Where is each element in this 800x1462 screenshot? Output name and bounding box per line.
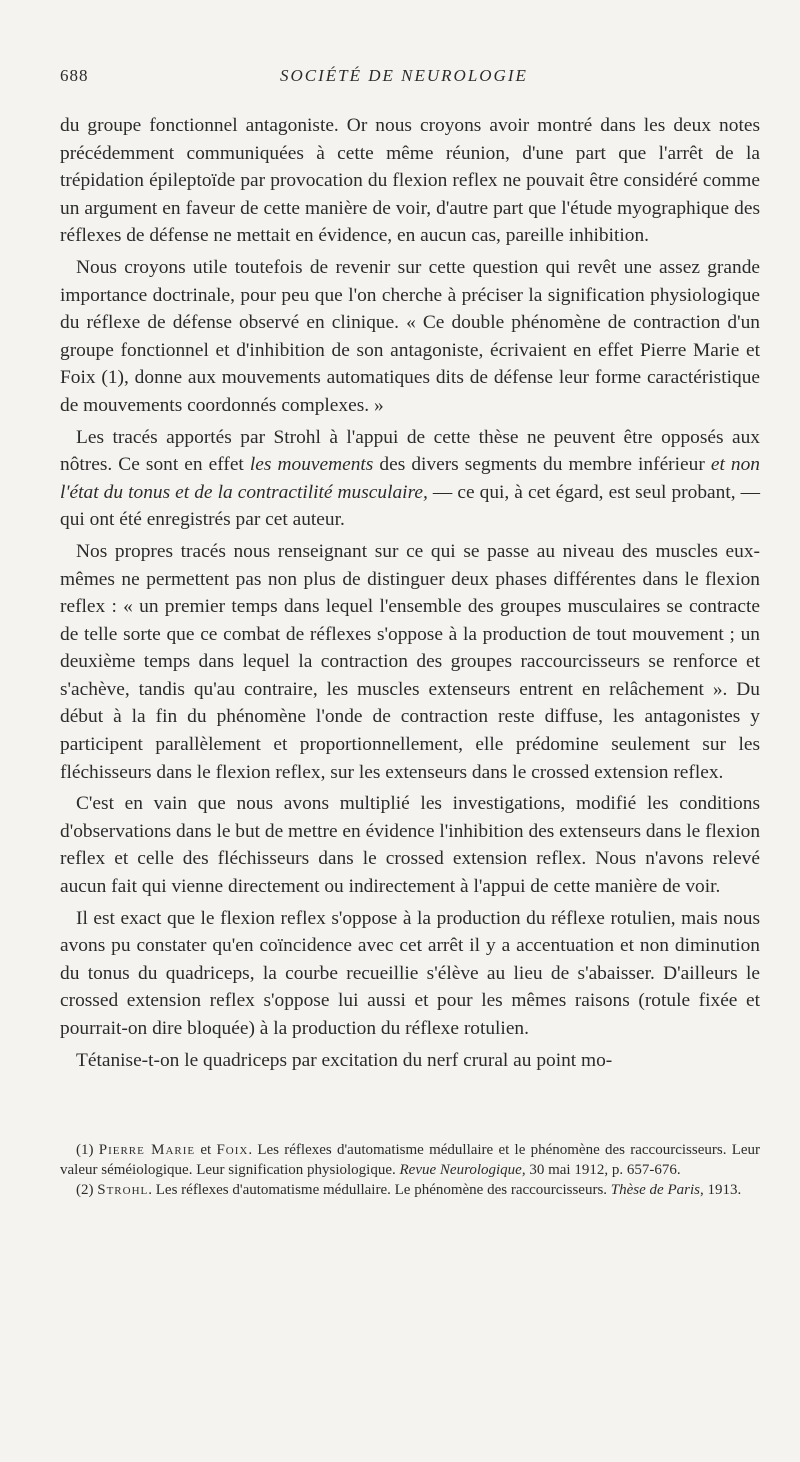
paragraph-3-emphasis-b: les mouvements: [249, 454, 374, 476]
paragraph-1: du groupe fonctionnel antagoniste. Or nous croyons avoir montré dans les deux notes précédemment communiquées à cette même réunion, d'une part que l'arrêt de la trépidation épileptoïde par provocation du flexion reflex ne pouvait être considéré comme un argument en faveur de cette manière de voir, d'autre part que l'étude myographique des réflexes de défense ne mettait en évidence, en aucun cas, pareille inhibition.: [60, 115, 760, 247]
page-header: [60, 66, 760, 86]
footnote-2-author: Strohl: [97, 1182, 149, 1199]
body-text: [60, 112, 760, 1074]
footnotes: [60, 1140, 760, 1200]
running-head: SOCIÉTÉ DE NEUROLOGIE: [280, 66, 528, 85]
footnote-1-rest: , 30 mai 1912, p. 657-676.: [521, 1162, 681, 1179]
page-number: 688: [60, 66, 89, 85]
footnote-1-author-2: Foix: [216, 1142, 249, 1159]
footnote-1-author: Pierre Marie: [98, 1142, 196, 1159]
footnote-2: [60, 1180, 760, 1200]
footnote-1-text: . Les réflexes d'automatisme médullaire et le phénomène des raccourcisseurs. Leur valeur séméiologique. Leur signification physiologique.: [60, 1142, 761, 1179]
paragraph-3-text-e: — ce qui, à cet égard, est seul probant, — qui ont été enregistrés par cet auteur.: [60, 481, 760, 531]
paragraph-7: Tétanise-t-on le quadriceps par excitation du nerf crural au point mo-: [76, 1049, 613, 1071]
paragraph-3-text-c: des divers segments du membre inférieur: [373, 454, 711, 476]
footnote-2-number: (2): [76, 1182, 98, 1199]
footnote-1-conjunction: et: [195, 1142, 217, 1159]
paragraph-6: Il est exact que le flexion reflex s'oppose à la production du réflexe rotulien, mais nous avons pu constater qu'en coïncidence avec cet arrêt il y a accentuation et non diminution du tonus du quadriceps, la courbe recueillie s'élève au lieu de s'abaisser. D'ailleurs le crossed extension reflex s'oppose lui aussi et pour les mêmes raisons (rotule fixée et pourrait-on dire bloquée) à la production du réflexe rotulien.: [60, 907, 760, 1039]
paragraph-2: Nous croyons utile toutefois de revenir sur cette question qui revêt une assez grande importance doctrinale, pour peu que l'on cherche à préciser la signification physiologique du réflexe de défense observé en clinique. « Ce double phénomène de contraction d'un groupe fonctionnel et d'inhibition de son antagoniste, écrivaient en effet Pierre Marie et Foix (1), donne aux mouvements automatiques dits de défense leur forme caractéristique de mouvements coordonnés complexes. »: [60, 256, 760, 416]
paragraph-3: [60, 424, 760, 534]
footnote-1-number: (1): [76, 1142, 99, 1159]
footnote-1: [60, 1140, 760, 1180]
footnote-1-journal: Revue Neurologique: [399, 1162, 522, 1179]
footnote-2-text: . Les réflexes d'automatisme médullaire. Le phénomène des raccourcisseurs.: [148, 1182, 611, 1199]
paragraph-4: Nos propres tracés nous renseignant sur ce qui se passe au niveau des muscles eux-mêmes ne permettent pas non plus de distinguer deux phases différentes dans le flexion reflex : « un premier temps dans lequel l'ensemble des groupes musculaires se contracte de telle sorte que ce combat de réflexes s'oppose à la production de tout mouvement ; un deuxième temps dans lequel la contraction des groupes raccourcisseurs se renforce et s'achève, tandis qu'au contraire, les muscles extenseurs entrent en relâchement ». Du début à la fin du phénomène l'onde de contraction reste diffuse, les antagonistes y participent parallèlement et proportionnellement, elle prédomine seulement sur les fléchisseurs dans le flexion reflex, sur les extenseurs dans le crossed extension reflex.: [60, 540, 760, 783]
paragraph-3-emphasis-d: et non l'état du tonus et de la contractilité musculaire,: [60, 454, 761, 503]
paragraph-3-text-a: Les tracés apportés par Strohl à l'appui de cette thèse ne peuvent être opposés aux nôtres. Ce sont en effet: [60, 426, 760, 476]
paragraph-5: C'est en vain que nous avons multiplié les investigations, modifié les conditions d'observations dans le but de mettre en évidence l'inhibition des extenseurs dans le flexion reflex et celle des fléchisseurs dans le crossed extension reflex. Nous n'avons relevé aucun fait qui vienne directement ou indirectement à l'appui de cette manière de voir.: [60, 793, 761, 898]
footnote-2-title: Thèse de Paris: [610, 1182, 700, 1199]
footnote-2-rest: , 1913.: [699, 1182, 742, 1199]
